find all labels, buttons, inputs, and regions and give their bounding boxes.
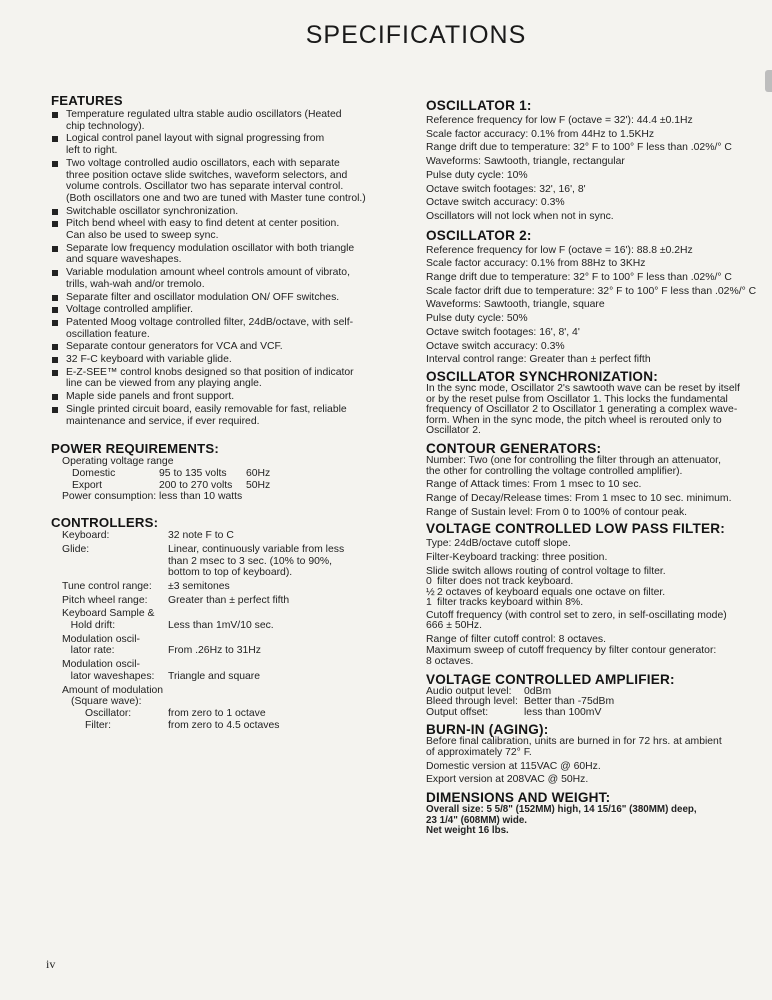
burnin-lines	[426, 737, 772, 758]
feature-line: oscillation feature.	[66, 328, 150, 340]
vca-row	[426, 708, 772, 719]
contour-heading: CONTOUR GENERATORS:	[426, 440, 602, 456]
controller-value	[168, 608, 274, 631]
controller-value	[168, 581, 230, 593]
osc2-heading: OSCILLATOR 2:	[426, 227, 532, 243]
dimensions-line: 23 1/4" (608MM) wide.	[426, 814, 528, 826]
sync-line: form. When in the sync mode, the pitch wheel is rerouted only to	[426, 414, 722, 426]
burnin-section	[426, 722, 772, 786]
vca-value: Better than -75dBm	[524, 696, 615, 708]
power-hz: 50Hz	[246, 479, 271, 491]
feature-line: Variable modulation amount wheel controls amount of vibrato,	[66, 267, 350, 279]
contour-range-line: Range of Attack times: From 1 msec to 10 sec.	[426, 479, 642, 491]
feature-item	[51, 367, 396, 390]
feature-item	[51, 354, 396, 366]
feature-item	[51, 243, 396, 266]
osc2-line: Scale factor drift due to temperature: 32° F to 100° F less than .02%/° C	[426, 285, 757, 297]
controller-key	[62, 608, 168, 631]
controller-row	[62, 659, 396, 682]
controller-value-line: Triangle and square	[168, 670, 261, 682]
controller-key-line: Hold drift:	[62, 620, 116, 632]
page-edge-tab	[765, 70, 772, 92]
amount-value: from zero to 4.5 octaves	[168, 719, 280, 731]
feature-line: volume controls. Oscillator two has separate interval control.	[66, 181, 344, 193]
amount-value: from zero to 1 octave	[168, 707, 266, 719]
vcf-tracking-text: 2 octaves of keyboard equals one octave on filter.	[437, 586, 666, 598]
osc1-section	[426, 98, 772, 223]
osc1-line: Scale factor accuracy: 0.1% from 44Hz to 1.5KHz	[426, 128, 655, 140]
controllers-rows	[62, 530, 396, 682]
feature-line: chip technology).	[66, 120, 145, 132]
power-consumption: Power consumption: less than 10 watts	[62, 491, 243, 503]
page-title: SPECIFICATIONS	[305, 21, 527, 49]
burnin-line: of approximately 72° F.	[426, 747, 532, 758]
power-heading: POWER REQUIREMENTS:	[51, 441, 219, 457]
vca-rows	[426, 687, 772, 719]
vcf-line: Filter-Keyboard tracking: three position.	[426, 551, 608, 563]
controller-key	[62, 595, 168, 607]
controller-value-line: Linear, continuously variable from less	[168, 543, 345, 555]
feature-item	[51, 267, 396, 290]
controller-value-line: 32 note F to C	[168, 530, 234, 542]
vcf-cutoff-line: 666 ± 50Hz.	[426, 620, 482, 632]
osc2-line: Octave switch footages: 16', 8', 4'	[426, 326, 580, 338]
contour-range-line: Range of Decay/Release times: From 1 msec to 10 sec. minimum.	[426, 492, 732, 504]
feature-line: trills, wah-wah and/or tremolo.	[66, 278, 205, 290]
vca-key: Output offset:	[426, 706, 489, 718]
sync-lines	[426, 384, 772, 437]
vca-value: 0dBm	[524, 685, 552, 697]
power-name: Domestic	[72, 467, 116, 479]
controller-value	[168, 530, 234, 542]
controller-row	[62, 608, 396, 631]
vcf-sweep-line: Maximum sweep of cutoff frequency by filter contour generator:	[426, 645, 717, 657]
vcf-heading: VOLTAGE CONTROLLED LOW PASS FILTER:	[426, 521, 725, 537]
controller-value	[168, 544, 344, 579]
controller-key-line: Glide:	[62, 543, 90, 555]
dimensions-section	[426, 790, 772, 837]
power-row	[62, 480, 396, 492]
feature-line: and square waveshapes.	[66, 254, 182, 266]
osc1-line: Range drift due to temperature: 32° F to 100° F less than .02%/° C	[426, 142, 732, 154]
controller-value-line: From .26Hz to 31Hz	[168, 645, 261, 657]
osc2-line: Interval control range: Greater than ± perfect fifth	[426, 354, 651, 366]
controller-key-line: Tune control range:	[62, 580, 152, 592]
amount-rows	[62, 708, 396, 731]
osc2-section	[426, 228, 772, 366]
controller-row	[62, 581, 396, 593]
feature-line: line can be viewed from any playing angle.	[66, 378, 262, 390]
controller-value-line	[168, 634, 261, 646]
contour-lines	[426, 456, 772, 477]
vcf-tracking-num: ½	[426, 586, 435, 598]
feature-item	[51, 292, 396, 304]
vcf-sweep	[426, 646, 772, 667]
page-number: iv	[46, 957, 56, 971]
amount-key: Filter:	[85, 719, 111, 731]
burnin-spaced	[426, 761, 772, 786]
feature-line: Two voltage controlled audio oscillators, each with separate	[66, 157, 340, 169]
feature-line: maintenance and service, if ever required.	[66, 415, 260, 427]
power-range-label: Operating voltage range	[62, 456, 174, 468]
controller-key	[62, 544, 168, 579]
osc2-line: Reference frequency for low F (octave = 16'): 88.8 ±0.2Hz	[426, 244, 693, 256]
osc1-line: Octave switch footages: 32', 16', 8'	[426, 183, 586, 195]
controller-row	[62, 634, 396, 657]
burnin-line: Before final calibration, units are burned in for 72 hrs. at ambient	[426, 736, 722, 748]
feature-item	[51, 133, 396, 156]
osc2-line: Pulse duty cycle: 50%	[426, 313, 528, 325]
controller-value-line: Greater than ± perfect fifth	[168, 594, 290, 606]
feature-line: Voltage controlled amplifier.	[66, 304, 194, 316]
sync-line: In the sync mode, Oscillator 2's sawtooth wave can be reset by itself	[426, 382, 740, 394]
osc1-line: Oscillators will not lock when not in sync.	[426, 210, 614, 222]
sync-line: frequency of Oscillator 2 to Oscillator 1 generating a complex wave-	[426, 404, 738, 416]
burnin-version-line: Domestic version at 115VAC @ 60Hz.	[426, 760, 601, 772]
sync-line: or by the reset pulse from Oscillator 1. This locks the fundamental	[426, 393, 728, 405]
vcf-tracking-text: filter tracks keyboard within 8%.	[437, 597, 584, 609]
feature-item	[51, 404, 396, 427]
right-column	[426, 93, 772, 840]
feature-line: Temperature regulated ultra stable audio oscillators (Heated	[66, 109, 342, 120]
vcf-range: Range of filter cutoff control: 8 octaves.	[426, 633, 607, 645]
controller-value	[168, 595, 289, 607]
feature-item	[51, 218, 396, 241]
dimensions-line: Overall size: 5 5/8" (152MM) high, 14 15/16" (380MM) deep,	[426, 804, 697, 815]
vcf-section	[426, 521, 772, 667]
controller-value-line: than 2 msec to 3 sec. (10% to 90%,	[168, 555, 333, 567]
power-rows	[62, 468, 396, 491]
dimensions-lines	[426, 805, 772, 837]
contour-line: the other for controlling the voltage controlled amplifier).	[426, 465, 683, 477]
controller-row	[62, 595, 396, 607]
amount-row	[62, 720, 396, 732]
controller-key-line: Keyboard:	[62, 530, 110, 542]
vcf-cutoff-line: Cutoff frequency (with control set to zero, in self-oscillating mode)	[426, 609, 727, 621]
features-heading: FEATURES	[51, 93, 123, 108]
controllers-body	[51, 530, 396, 731]
osc2-line: Octave switch accuracy: 0.3%	[426, 340, 565, 352]
controller-value-line: Less than 1mV/10 sec.	[168, 620, 274, 632]
vcf-tracking-row	[426, 598, 772, 608]
vcf-tracking-num: 1	[426, 597, 432, 609]
osc2-line: Scale factor accuracy: 0.1% from 88Hz to 3KHz	[426, 258, 646, 270]
contour-range-line: Range of Sustain level: From 0 to 100% of contour peak.	[426, 506, 688, 518]
features-section	[51, 93, 396, 427]
burnin-heading: BURN-IN (AGING):	[426, 722, 549, 738]
power-volts: 200 to 270 volts	[159, 479, 233, 491]
controller-row	[62, 530, 396, 542]
feature-item	[51, 391, 396, 403]
controller-value	[168, 659, 260, 682]
feature-line: Maple side panels and front support.	[66, 391, 235, 403]
controllers-heading: CONTROLLERS:	[51, 515, 159, 531]
feature-line: E-Z-SEE™ control knobs designed so that position of indicator	[66, 366, 354, 378]
controllers-section	[51, 515, 396, 731]
feature-line: (Both oscillators one and two are tuned with Master tune control.)	[66, 192, 366, 204]
dimensions-line: Net weight 16 lbs.	[426, 825, 509, 837]
vcf-lines	[426, 538, 772, 577]
vca-key: Audio output level:	[426, 685, 512, 697]
controller-value-line	[168, 608, 274, 620]
power-row	[62, 468, 396, 480]
vcf-tracking	[426, 577, 772, 608]
controller-key-line: lator rate:	[62, 645, 115, 657]
burnin-version-line: Export version at 208VAC @ 50Hz.	[426, 774, 589, 786]
feature-line: Pitch bend wheel with easy to find detent at center position.	[66, 218, 340, 230]
controller-key-line: Modulation oscil-	[62, 633, 140, 645]
power-body	[51, 456, 396, 503]
feature-item	[51, 317, 396, 340]
vcf-tracking-num: 0	[426, 576, 432, 588]
power-name: Export	[72, 479, 103, 491]
feature-line: Single printed circuit board, easily removable for fast, reliable	[66, 403, 347, 415]
feature-line: Logical control panel layout with signal progressing from	[66, 133, 325, 145]
controller-value	[168, 634, 261, 657]
controller-key	[62, 581, 168, 593]
controller-value-line: bottom to top of keyboard).	[168, 567, 293, 579]
osc1-heading: OSCILLATOR 1:	[426, 98, 532, 113]
vcf-cutoff	[426, 611, 772, 632]
controller-key-line: Modulation oscil-	[62, 659, 140, 671]
controller-value-line: ±3 semitones	[168, 580, 230, 592]
feature-line: left to right.	[66, 145, 118, 157]
feature-line: Separate filter and oscillator modulation ON/ OFF switches.	[66, 291, 340, 303]
contour-section	[426, 441, 772, 518]
vca-section	[426, 672, 772, 719]
controller-value-line	[168, 659, 260, 671]
controller-key	[62, 659, 168, 682]
controller-row	[62, 544, 396, 579]
vcf-tracking-text: filter does not track keyboard.	[437, 576, 574, 588]
vcf-line: Slide switch allows routing of control voltage to filter.	[426, 565, 666, 577]
feature-item	[51, 109, 396, 132]
feature-line: Can also be used to sweep sync.	[66, 230, 219, 242]
osc2-lines	[426, 245, 772, 366]
vca-key: Bleed through level:	[426, 696, 518, 708]
osc2-line: Waveforms: Sawtooth, triangle, square	[426, 299, 605, 311]
feature-item	[51, 206, 396, 218]
amount-row	[62, 708, 396, 720]
left-column	[51, 93, 396, 741]
contour-spaced	[426, 479, 772, 518]
controller-key-line: Pitch wheel range:	[62, 594, 148, 606]
feature-line: Switchable oscillator synchronization.	[66, 205, 239, 217]
feature-line: Separate contour generators for VCA and VCF.	[66, 341, 283, 353]
vca-heading: VOLTAGE CONTROLLED AMPLIFIER:	[426, 671, 675, 687]
sync-section	[426, 369, 772, 437]
power-volts: 95 to 135 volts	[159, 467, 227, 479]
contour-line: Number: Two (one for controlling the filter through an attenuator,	[426, 454, 721, 466]
osc1-line: Reference frequency for low F (octave = 32'): 44.4 ±0.1Hz	[426, 115, 693, 126]
sync-line: Oscillator 2.	[426, 425, 481, 437]
feature-line: three position octave slide switches, waveform selectors, and	[66, 169, 348, 181]
osc1-lines	[426, 115, 772, 223]
amount-label: Amount of modulation	[62, 684, 164, 696]
controller-key	[62, 530, 168, 542]
amount-sub: (Square wave):	[71, 696, 142, 708]
feature-line: 32 F-C keyboard with variable glide.	[66, 354, 232, 366]
osc2-line: Range drift due to temperature: 32° F to 100° F less than .02%/° C	[426, 272, 732, 284]
sync-heading: OSCILLATOR SYNCHRONIZATION:	[426, 368, 658, 384]
feature-item	[51, 341, 396, 353]
controller-key	[62, 634, 168, 657]
controller-key-line: Keyboard Sample &	[62, 608, 155, 620]
features-list	[51, 109, 396, 427]
amount-key: Oscillator:	[85, 707, 132, 719]
controller-key-line: lator waveshapes:	[62, 670, 155, 682]
osc1-line: Waveforms: Sawtooth, triangle, rectangular	[426, 156, 625, 168]
feature-item	[51, 158, 396, 205]
power-hz: 60Hz	[246, 467, 271, 479]
power-section	[51, 441, 396, 503]
dimensions-heading: DIMENSIONS AND WEIGHT:	[426, 790, 611, 805]
osc1-line: Octave switch accuracy: 0.3%	[426, 197, 565, 209]
feature-item	[51, 304, 396, 316]
osc1-line: Pulse duty cycle: 10%	[426, 169, 528, 181]
feature-line: Separate low frequency modulation oscillator with both triangle	[66, 242, 355, 254]
vca-value: less than 100mV	[524, 706, 602, 718]
feature-line: Patented Moog voltage controlled filter, 24dB/octave, with self-	[66, 316, 354, 328]
vcf-line: Type: 24dB/octave cutoff slope.	[426, 538, 571, 550]
vcf-sweep-line: 8 octaves.	[426, 656, 474, 668]
